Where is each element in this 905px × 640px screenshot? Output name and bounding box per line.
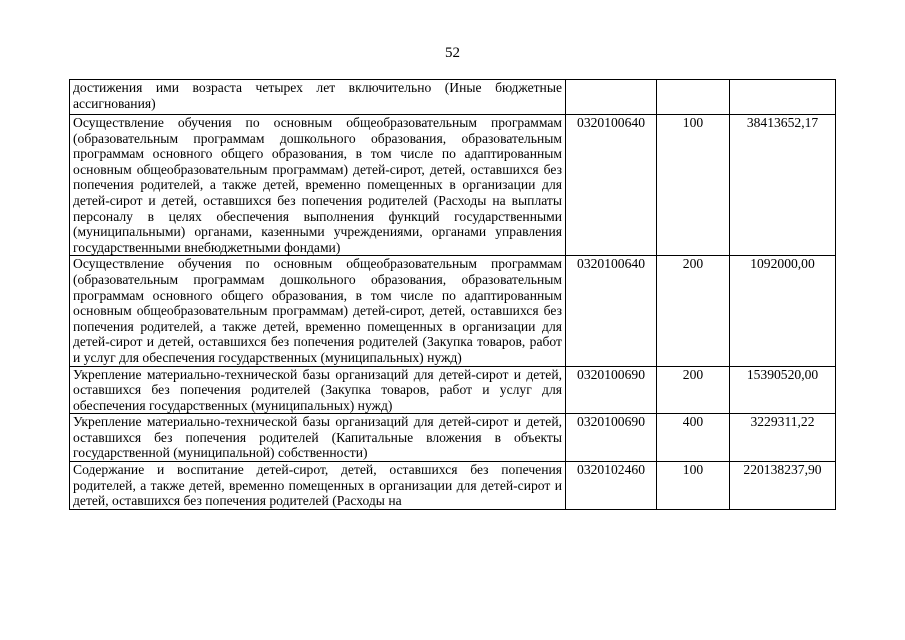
table-row: [70, 414, 836, 462]
page-number: 52: [445, 45, 460, 61]
table-row: [70, 366, 836, 414]
row-amount: 1092000,00: [730, 256, 836, 366]
row-expense-type: 400: [657, 414, 730, 462]
row-expense-type: [657, 80, 730, 115]
row-amount: 220138237,90: [730, 462, 836, 510]
row-amount: 15390520,00: [730, 366, 836, 414]
row-expense-type: 200: [657, 366, 730, 414]
row-description: Осуществление обучения по основным общеобразовательным программам (образовательным программам дошкольного образования, образовательным программам основного общего образования, в том числе по адаптированным основным общеобразовательным программам) детей-сирот, детей, оставшихся без попечения родителей, а также детей, временно помещенных в организации для детей-сирот и детей, оставшихся без попечения родителей (Закупка товаров, работ и услуг для обеспечения государственных (муниципальных) нужд): [70, 256, 566, 366]
row-expense-type: 100: [657, 462, 730, 510]
row-expense-type: 200: [657, 256, 730, 366]
table-row: [70, 80, 836, 115]
budget-table: [69, 79, 836, 510]
row-expense-type: 100: [657, 115, 730, 256]
row-target-code: 0320100690: [566, 414, 657, 462]
row-description: достижения ими возраста четырех лет включительно (Иные бюджетные ассигнования): [70, 80, 566, 115]
row-target-code: 0320102460: [566, 462, 657, 510]
row-description: Укрепление материально-технической базы организаций для детей-сирот и детей, оставшихся без попечения родителей (Закупка товаров, работ и услуг для обеспечения государственных (муниципальных) нужд): [70, 366, 566, 414]
table-row: [70, 462, 836, 510]
row-description: Осуществление обучения по основным общеобразовательным программам (образовательным программам дошкольного образования, образовательным программам основного общего образования, в том числе по адаптированным основным общеобразовательным программам) детей-сирот, детей, оставшихся без попечения родителей, а также детей, временно помещенных в организации для детей-сирот и детей, оставшихся без попечения родителей (Расходы на выплаты персоналу в целях обеспечения выполнения функций государственными (муниципальными) органами, казенными учреждениями, органами управления государственными внебюджетными фондами): [70, 115, 566, 256]
row-target-code: [566, 80, 657, 115]
row-amount: 38413652,17: [730, 115, 836, 256]
row-target-code: 0320100640: [566, 115, 657, 256]
table-row: [70, 115, 836, 256]
row-target-code: 0320100690: [566, 366, 657, 414]
row-description: Содержание и воспитание детей-сирот, детей, оставшихся без попечения родителей, а также детей, временно помещенных в организации для детей-сирот и детей, оставшихся без попечения родителей (Расходы на: [70, 462, 566, 510]
row-amount: [730, 80, 836, 115]
row-amount: 3229311,22: [730, 414, 836, 462]
row-description: Укрепление материально-технической базы организаций для детей-сирот и детей, оставшихся без попечения родителей (Капитальные вложения в объекты государственной (муниципальной) собственности): [70, 414, 566, 462]
row-target-code: 0320100640: [566, 256, 657, 366]
table-row: [70, 256, 836, 366]
